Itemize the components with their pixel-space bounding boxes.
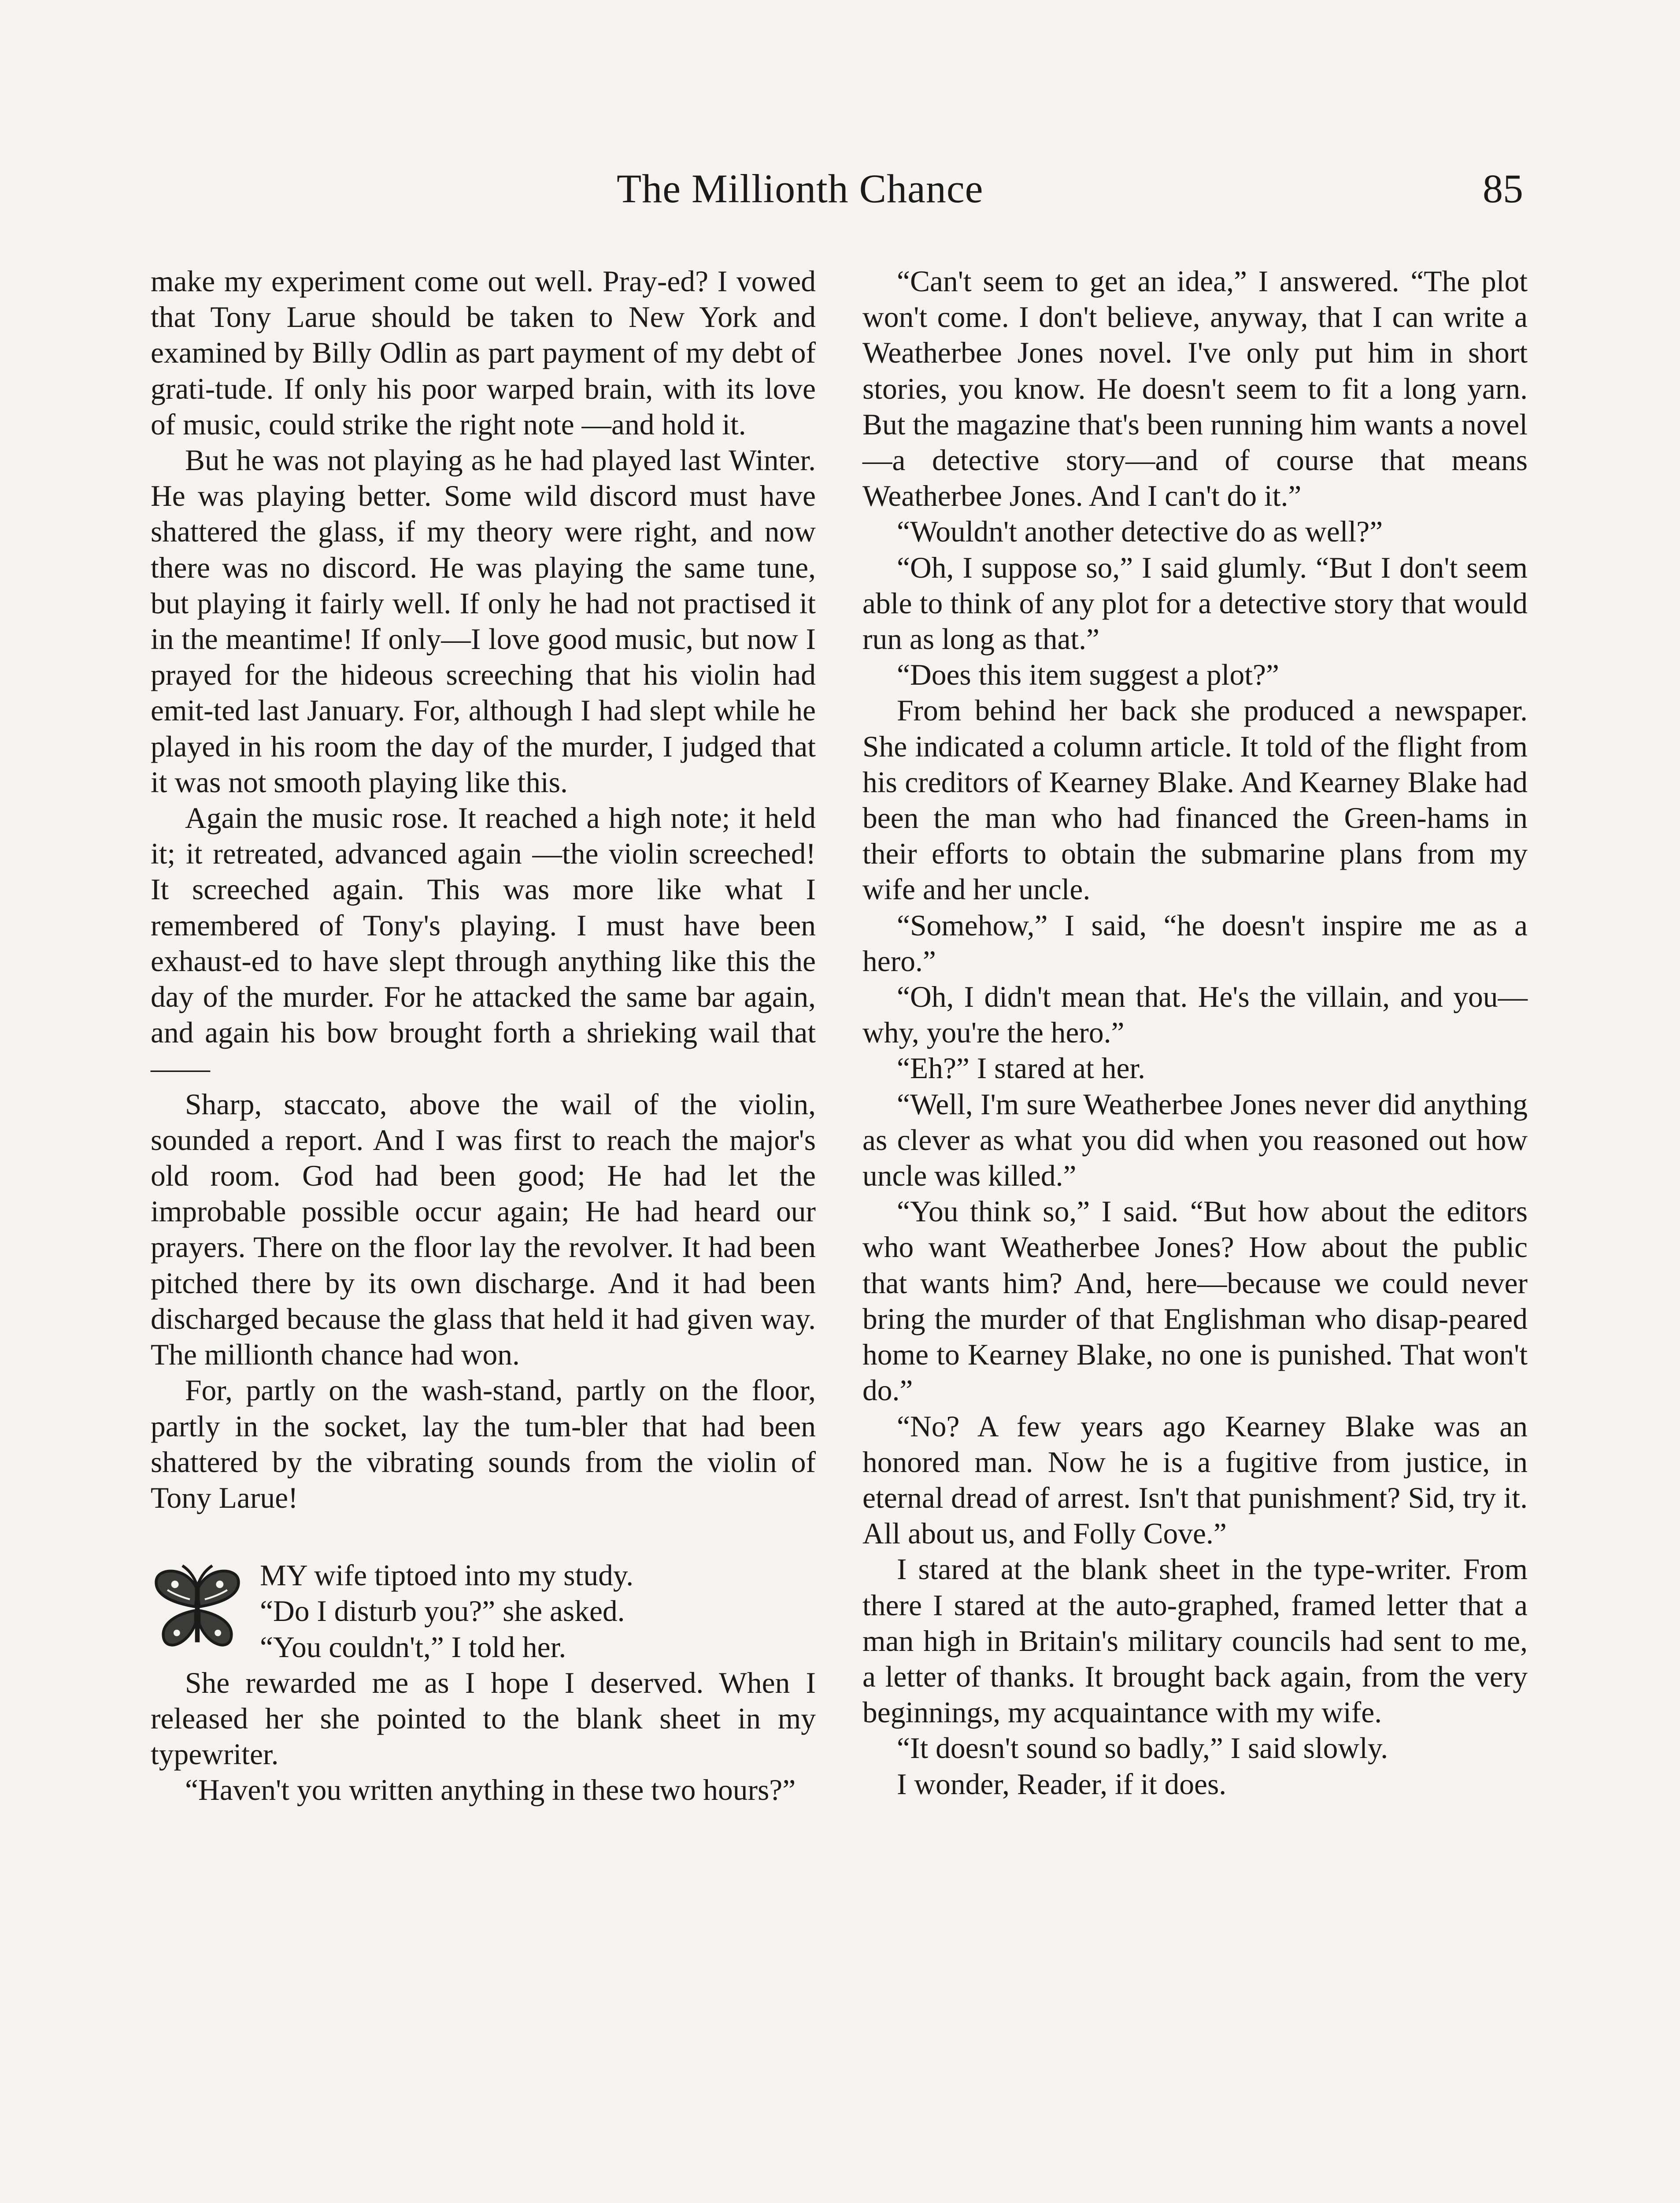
- paragraph: “You think so,” I said. “But how about the editors who want Weatherbee Jones? How about the public that wants him? And, here—because we could never bring the murder of that Englishman who disap-peared home to Kearney Blake, no one is punished. That won't do.”: [862, 1195, 1528, 1407]
- paragraph: “Haven't you written anything in these two hours?”: [185, 1773, 796, 1807]
- page-number: 85: [1483, 166, 1523, 211]
- paragraph: From behind her back she produced a newspaper. She indicated a column article. It told of the flight from his creditors of Kearney Blake. And Kearney Blake had been the man who had financed the Green-hams in their efforts to obtain the submarine plans from my wife and her uncle.: [862, 694, 1528, 906]
- paragraph: “Can't seem to get an idea,” I answered. “The plot won't come. I don't believe, anyway, that I can write a Weatherbee Jones novel. I've only put him in short stories, you know. He doesn't seem to fit a long yarn. But the magazine that's been running him wants a novel—a detective story—and of course that means Weatherbee Jones. And I can't do it.”: [862, 265, 1528, 513]
- paragraph: But he was not playing as he had played last Winter. He was playing better. Some wild discord must have shattered the glass, if my theory were right, and now there was no discord. He was playing the same tune, but playing it fairly well. If only he had not practised it in the meantime! If only—I love good music, but now I prayed for the hideous screeching that his violin had emit-ted last January. For, although I had slept while he played in his room the day of the murder, I judged that it was not smooth playing like this.: [151, 444, 816, 799]
- paragraph: “Does this item suggest a plot?”: [897, 658, 1279, 692]
- paragraph: “No? A few years ago Kearney Blake was an honored man. Now he is a fugitive from justice, in eternal dread of arrest. Isn't that punishment? Sid, try it. All about us, and Folly Cove.”: [862, 1409, 1528, 1550]
- paragraph: “Eh?” I stared at her.: [897, 1052, 1146, 1085]
- paragraph: Again the music rose. It reached a high note; it held it; it retreated, advanced again —the violin screeched! It screeched again. This was more like what I remembered of Tony's playing. I must have been exhaust-ed to have slept through anything like this the day of the murder. For he attacked the same bar again, and again his bow brought forth a shrieking wail that——: [151, 801, 816, 1085]
- paragraph: I wonder, Reader, if it does.: [897, 1767, 1227, 1801]
- section-line: “You couldn't,” I told her.: [260, 1630, 566, 1664]
- right-column: [862, 263, 1528, 1802]
- paragraph: For, partly on the wash-stand, partly on the floor, partly in the socket, lay the tum-bler that had been shattered by the vibrating sounds from the violin of Tony Larue!: [151, 1374, 816, 1514]
- paragraph: “Well, I'm sure Weatherbee Jones never did anything as clever as what you did when you reasoned out how uncle was killed.”: [862, 1087, 1528, 1193]
- paragraph: “It doesn't sound so badly,” I said slowly.: [897, 1732, 1388, 1765]
- page-title: The Millionth Chance: [617, 166, 984, 211]
- paragraph: I stared at the blank sheet in the type-writer. From there I stared at the auto-graphed, framed letter that a man high in Britain's military councils had sent to me, a letter of thanks. It brought back again, from the very beginnings, my acquaintance with my wife.: [862, 1553, 1528, 1729]
- butterfly-icon: [151, 1562, 244, 1655]
- paragraph: “Oh, I suppose so,” I said glumly. “But I don't seem able to think of any plot for a detective story that would run as long as that.”: [862, 551, 1528, 656]
- section-break: [151, 1558, 816, 1808]
- paragraph: “Wouldn't another detective do as well?”: [897, 515, 1383, 549]
- paragraph: “Oh, I didn't mean that. He's the villain, and you—why, you're the hero.”: [862, 980, 1528, 1050]
- left-column: [151, 263, 816, 1808]
- section-line: MY wife tiptoed into my study.: [260, 1559, 634, 1592]
- paragraph: “Somehow,” I said, “he doesn't inspire me as a hero.”: [862, 909, 1528, 978]
- paragraph: make my experiment come out well. Pray-ed? I vowed that Tony Larue should be taken to New York and examined by Billy Odlin as part payment of my debt of grati-tude. If only his poor warped brain, with its love of music, could strike the right note —and hold it.: [151, 265, 816, 441]
- paragraph: She rewarded me as I hope I deserved. When I released her she pointed to the blank sheet in my typewriter.: [151, 1666, 816, 1771]
- section-line: “Do I disturb you?” she asked.: [260, 1595, 625, 1628]
- paragraph: Sharp, staccato, above the wail of the violin, sounded a report. And I was first to reach the major's old room. God had been good; He had let the improbable possible occur again; He had heard our prayers. There on the floor lay the revolver. It had been pitched there by its own discharge. And it had been discharged because the glass that held it had given way. The millionth chance had won.: [151, 1087, 816, 1372]
